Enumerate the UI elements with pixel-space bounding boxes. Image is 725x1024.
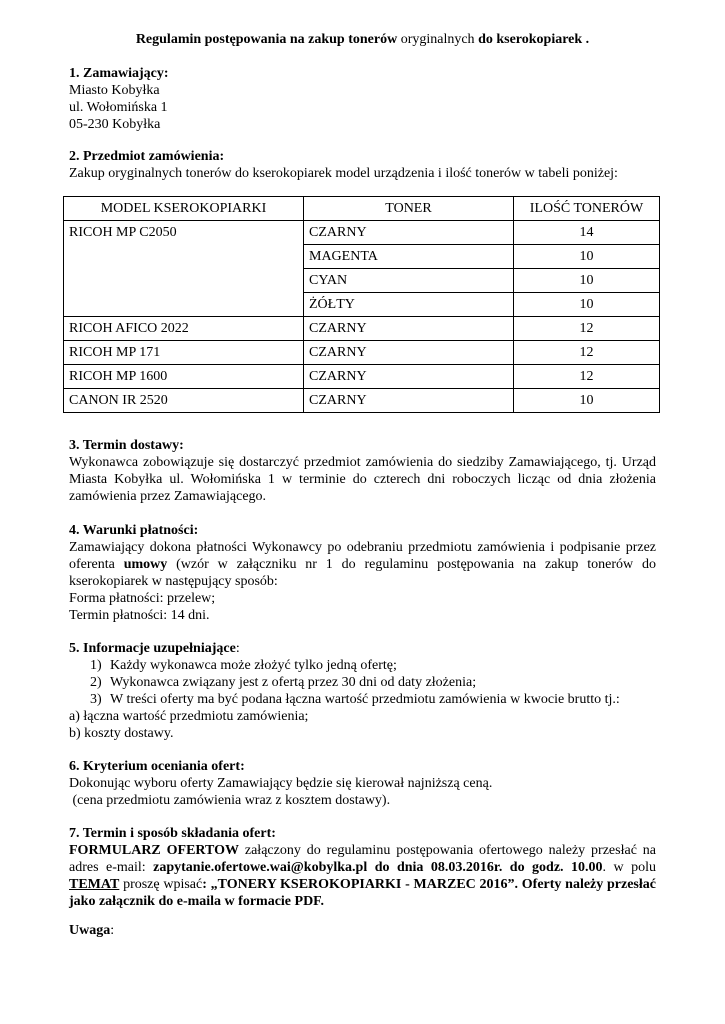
- column-header-model: MODEL KSEROKOPIARKI: [64, 197, 304, 221]
- cell-quantity: 10: [514, 389, 660, 413]
- payment-deadline: Termin płatności: 14 dni.: [69, 608, 210, 623]
- section-text: Zamawiający dokona płatności Wykonawcy po odebraniu przedmiotu zamówienia i podpisanie przez oferenta: [69, 540, 656, 572]
- payment-form: Forma płatności: przelew;: [69, 591, 216, 606]
- cell-quantity: 12: [514, 341, 660, 365]
- cell-quantity: 10: [514, 293, 660, 317]
- toner-table: [63, 196, 660, 413]
- list-item: 3) W treści oferty ma być podana łączna wartość przedmiotu zamówienia w kwocie brutto tj.:: [90, 692, 620, 707]
- form-name: FORMULARZ OFERTOW: [69, 843, 240, 858]
- section-delivery-term: [69, 437, 656, 505]
- address-line: ul. Wołomińska 1: [69, 100, 168, 115]
- sub-item: b) koszty dostawy.: [69, 726, 174, 741]
- section-ordering-party: [69, 65, 656, 133]
- address-line: 05-230 Kobyłka: [69, 117, 161, 132]
- cell-toner: ŻÓŁTY: [304, 293, 514, 317]
- section-evaluation-criterion: [69, 758, 656, 809]
- cell-toner: CZARNY: [304, 365, 514, 389]
- cell-quantity: 12: [514, 317, 660, 341]
- subject-field-label: TEMAT: [69, 877, 120, 892]
- section-text: (wzór w załączniku nr 1 do regulaminu postępowania na zakup tonerów do kserokopiarek w następujący sposób:: [69, 557, 657, 589]
- table-row: [64, 341, 660, 365]
- section-heading: 2. Przedmiot zamówienia:: [69, 149, 225, 164]
- cell-toner: CZARNY: [304, 341, 514, 365]
- subject-instruction: : „TONERY KSEROKOPIARKI - MARZEC 2016”. Oferty należy przesłać jako załącznik do e-maila w formacie PDF.: [69, 877, 656, 909]
- note-label: Uwaga: [69, 923, 111, 938]
- section-text: Zakup oryginalnych tonerów do kserokopiarek model urządzenia i ilość tonerów w tabeli poniżej:: [69, 166, 618, 181]
- table-row: [64, 365, 660, 389]
- cell-toner: CZARNY: [304, 317, 514, 341]
- table-row: [64, 389, 660, 413]
- column-header-quantity: ILOŚĆ TONERÓW: [514, 197, 660, 221]
- cell-model: RICOH AFICO 2022: [64, 317, 304, 341]
- cell-toner: CZARNY: [304, 389, 514, 413]
- section-submission: 7. Termin i sposób składania ofert: FORMULARZ OFERTOW załączony do regulaminu postępowania ofertowego należy przesłać na adres e-mail: zapytanie.ofertowe.wai@kobylka.pl do dnia 08.03.2016r. do godz. 10.00. w polu TEMAT proszę wpisać: „TONERY KSEROKOPIARKI - MARZEC 2016”. Oferty należy przesłać jako załącznik do e-maila w formacie PDF.: [69, 826, 656, 909]
- note: Uwaga:: [69, 923, 115, 938]
- cell-model: RICOH MP 171: [64, 341, 304, 365]
- email-and-deadline: zapytanie.ofertowe.wai@kobylka.pl do dnia 08.03.2016r. do godz. 10.00: [153, 860, 603, 875]
- section-subject: [69, 148, 656, 182]
- cell-toner: CZARNY: [304, 221, 514, 245]
- cell-model: RICOH MP 1600: [64, 365, 304, 389]
- column-header-toner: TONER: [304, 197, 514, 221]
- section-heading: 7. Termin i sposób składania ofert:: [69, 826, 276, 841]
- cell-quantity: 10: [514, 245, 660, 269]
- cell-quantity: 12: [514, 365, 660, 389]
- document-title: Regulamin postępowania na zakup tonerów oryginalnych do kserokopiarek .: [135, 32, 590, 47]
- contract-word: umowy: [123, 557, 168, 572]
- section-heading: 6. Kryterium oceniania ofert:: [69, 759, 245, 774]
- section-payment-terms: [69, 522, 656, 624]
- table-header-row: [64, 197, 660, 221]
- section-heading: 1. Zamawiający:: [69, 66, 169, 81]
- section-heading: 3. Termin dostawy:: [69, 438, 184, 453]
- section-text: Wykonawca zobowiązuje się dostarczyć przedmiot zamówienia do siedziby Zamawiającego, tj. Urząd Miasta Kobyłka ul. Wołomińska 1 w terminie do czterech dni roboczych licząc od dnia złożenia zamówienia przez Zamawiającego.: [69, 455, 656, 504]
- table-row: [64, 221, 660, 245]
- section-additional-info: [69, 640, 656, 742]
- cell-model: CANON IR 2520: [64, 389, 304, 413]
- section-heading: 5. Informacje uzupełniające:: [69, 641, 240, 656]
- section-text: (cena przedmiotu zamówienia wraz z kosztem dostawy).: [69, 793, 391, 808]
- section-text: Dokonując wyboru oferty Zamawiający będzie się kierował najniższą ceną.: [69, 776, 493, 791]
- table-row: [64, 317, 660, 341]
- list-item: 2) Wykonawca związany jest z ofertą przez 30 dni od daty złożenia;: [90, 675, 477, 690]
- cell-model: RICOH MP C2050: [64, 221, 304, 317]
- cell-toner: MAGENTA: [304, 245, 514, 269]
- section-heading: 4. Warunki płatności:: [69, 523, 199, 538]
- address-line: Miasto Kobyłka: [69, 83, 160, 98]
- cell-quantity: 10: [514, 269, 660, 293]
- list-item: 1) Każdy wykonawca może złożyć tylko jedną ofertę;: [90, 658, 397, 673]
- cell-toner: CYAN: [304, 269, 514, 293]
- cell-quantity: 14: [514, 221, 660, 245]
- sub-item: a) łączna wartość przedmiotu zamówienia;: [69, 709, 309, 724]
